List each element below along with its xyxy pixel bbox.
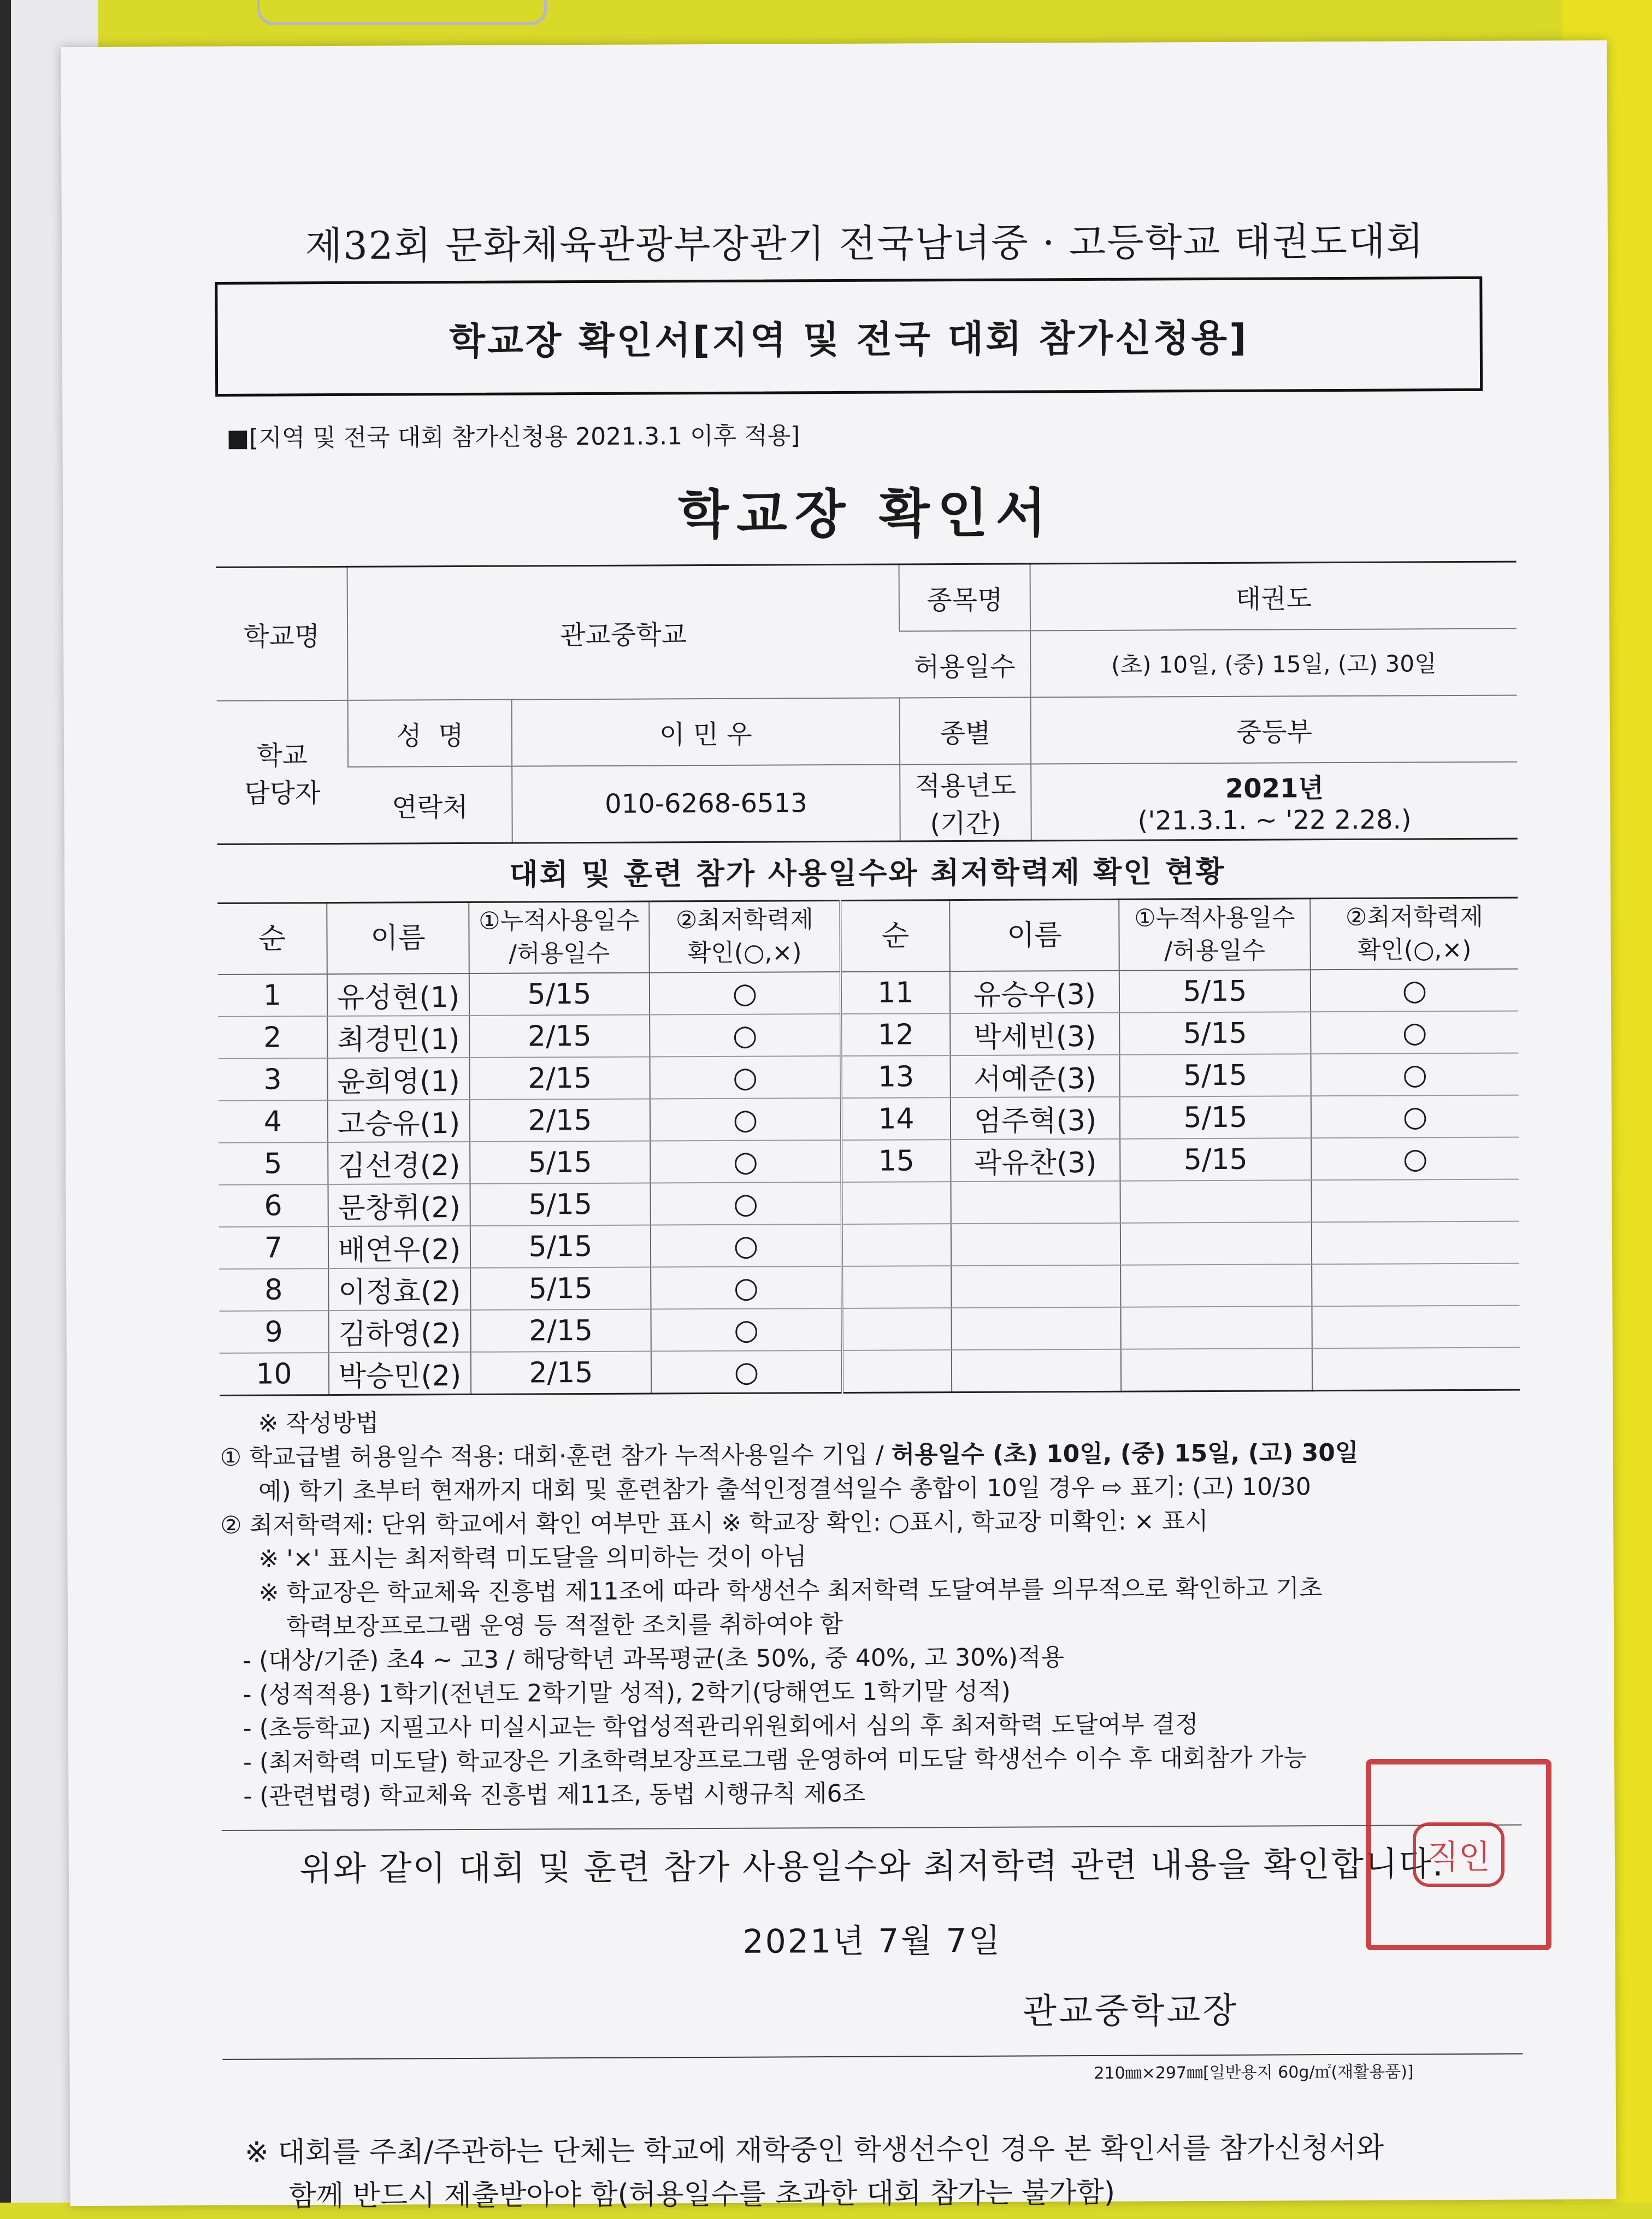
row-check: ○ — [651, 1350, 842, 1394]
empty-cell — [841, 1182, 951, 1224]
row-name: 배연우(2) — [328, 1226, 470, 1268]
footnote-line-2: 함께 반드시 제출받아야 함(허용일수를 초과한 대회 참가는 불가함) — [288, 2176, 1116, 2213]
row-check: ○ — [650, 1182, 841, 1225]
row-name: 최경민(1) — [327, 1016, 469, 1058]
empty-cell — [951, 1307, 1120, 1350]
paper-spec: 210㎜×297㎜[일반용지 60g/㎡(재활용품)] — [222, 2053, 1523, 2087]
row-check: ○ — [1311, 1011, 1518, 1054]
row-check: ○ — [650, 972, 841, 1015]
roster-table — [217, 897, 1520, 1396]
table-row — [218, 1011, 1518, 1059]
row-name: 윤희영(1) — [327, 1058, 469, 1100]
empty-cell — [1312, 1348, 1520, 1391]
empty-cell — [951, 1181, 1120, 1224]
roster-subtitle: 대회 및 훈련 참가 사용일수와 최저학력제 확인 현황 — [509, 854, 1226, 892]
school-value: 관교중학교 — [347, 564, 900, 700]
principal-signature: 관교중학교장 — [1022, 1990, 1239, 2032]
manager-label: 학교 담당자 — [217, 700, 349, 845]
header-no-right: 순 — [840, 900, 950, 972]
empty-cell — [951, 1265, 1120, 1308]
row-check: ○ — [650, 1140, 841, 1183]
row-check: ○ — [1311, 1053, 1518, 1096]
row-no: 11 — [841, 971, 950, 1014]
contact-value: 010-6268-6513 — [512, 765, 900, 843]
table-row — [219, 1179, 1519, 1227]
empty-cell — [1120, 1180, 1311, 1223]
paper-clip — [257, 0, 547, 25]
row-days: 5/15 — [1120, 1138, 1311, 1181]
row-days: 5/15 — [1119, 1012, 1311, 1055]
row-no: 13 — [841, 1055, 950, 1098]
empty-cell — [1311, 1179, 1519, 1223]
row-days: 5/15 — [470, 1183, 650, 1226]
row-no: 3 — [218, 1058, 327, 1101]
empty-cell — [1120, 1264, 1312, 1307]
category-value: 중등부 — [1031, 695, 1518, 764]
note-2b: ※ 학교장은 학교체육 진흥법 제11조에 따라 학생선수 최저학력 도달여부를 의무적으로 확인하고 기초 — [258, 1574, 1323, 1607]
row-name: 서예준(3) — [950, 1055, 1119, 1097]
note-2: ② 최저학력제: 단위 학교에서 확인 여부만 표시 ※ 학교장 확인: ○표시, 학교장 미확인: × 표시 — [220, 1507, 1208, 1539]
name-value: 이 민 우 — [512, 698, 900, 766]
table-row — [218, 969, 1518, 1017]
form-title: 학교장 확인서[지역 및 전국 대회 참가신청용] — [449, 316, 1249, 363]
note-1 — [220, 1436, 1520, 1475]
row-check: ○ — [651, 1266, 842, 1309]
detail-3: - (초등학교) 지필고사 미실시교는 학업성적관리위원회에서 심의 후 최저학력 도달여부 결정 — [243, 1710, 1199, 1743]
detail-5: - (관련법령) 학교체육 진흥법 제11조, 동법 시행규칙 제6조 — [243, 1779, 866, 1810]
instructions — [220, 1402, 1521, 1814]
row-check: ○ — [1311, 1137, 1519, 1181]
row-days: 2/15 — [471, 1352, 651, 1395]
row-check: ○ — [650, 1098, 841, 1141]
notes-heading: ※ 작성방법 — [258, 1409, 379, 1438]
row-name: 김하영(2) — [328, 1310, 470, 1353]
row-no: 6 — [219, 1184, 328, 1227]
category-label: 종별 — [900, 697, 1031, 764]
allowed-label: 허용일수 — [899, 630, 1031, 698]
official-seal — [1366, 1759, 1551, 1950]
note-1-example: 예) 학기 초부터 현재까지 대회 및 훈련참가 출석인정결석일수 총합이 10일 경우 ⇨ 표기: (고) 10/30 — [258, 1473, 1311, 1506]
row-name: 박승민(2) — [329, 1352, 471, 1395]
form-title-box — [215, 276, 1483, 397]
row-no: 1 — [218, 974, 327, 1017]
table-row — [219, 1221, 1519, 1269]
document-sheet — [214, 172, 1523, 2218]
header-check-right: ②최저학력제 확인(○,×) — [1310, 898, 1518, 970]
empty-cell — [1120, 1222, 1312, 1265]
confirm-statement: 위와 같이 대회 및 훈련 참가 사용일수와 최저학력 관련 내용을 확인합니다. — [222, 1825, 1522, 1891]
name-label: 성 명 — [348, 700, 512, 767]
row-days: 2/15 — [469, 1057, 650, 1100]
row-name: 문창휘(2) — [328, 1184, 470, 1226]
allowed-value: (초) 10일, (중) 15일, (고) 30일 — [1030, 629, 1517, 698]
event-value: 태권도 — [1030, 562, 1517, 630]
row-no: 15 — [841, 1140, 951, 1182]
note-2b-cont: 학력보장프로그램 운영 등 적절한 조치를 취하여야 함 — [286, 1610, 843, 1641]
row-no: 7 — [219, 1226, 328, 1269]
row-name: 박세빈(3) — [950, 1013, 1119, 1055]
row-no: 14 — [841, 1097, 951, 1140]
row-name: 이정효(2) — [328, 1268, 470, 1311]
row-days: 2/15 — [470, 1099, 650, 1142]
row-no: 4 — [219, 1100, 328, 1143]
header-check-left: ②최저학력제 확인(○,×) — [649, 900, 841, 972]
note-1-text: ① 학교급별 허용일수 적용: 대회·훈련 참가 누적사용일수 기입 / — [220, 1441, 892, 1472]
row-days: 5/15 — [1119, 970, 1311, 1013]
table-row — [220, 1348, 1520, 1396]
seal-text: 직인 — [1413, 1822, 1504, 1887]
year-value: 2021년 — [1225, 772, 1324, 804]
empty-cell — [1312, 1264, 1519, 1307]
empty-cell — [951, 1223, 1120, 1266]
note-1-bold: 허용일수 (초) 10일, (중) 15일, (고) 30일 — [891, 1438, 1359, 1469]
row-no: 9 — [219, 1311, 328, 1353]
row-check: ○ — [650, 1014, 841, 1057]
footnote — [223, 2126, 1524, 2218]
row-check: ○ — [651, 1308, 842, 1352]
row-name: 유승우(3) — [950, 971, 1119, 1013]
row-no: 8 — [219, 1268, 328, 1311]
row-days: 5/15 — [1120, 1096, 1311, 1139]
row-days: 5/15 — [470, 1267, 651, 1310]
detail-1: - (대상/기준) 초4 ~ 고3 / 해당학년 과목평균(초 50%, 중 40%, 고 30%)적용 — [243, 1643, 1065, 1675]
empty-cell — [1120, 1306, 1312, 1349]
row-no: 2 — [218, 1016, 327, 1059]
empty-cell — [842, 1224, 951, 1266]
row-no: 12 — [841, 1013, 950, 1056]
header-name-left: 이름 — [327, 902, 469, 974]
info-table — [216, 561, 1518, 845]
row-name: 김선경(2) — [328, 1142, 470, 1184]
table-row — [218, 1053, 1518, 1101]
empty-cell — [1312, 1221, 1519, 1265]
row-name: 곽유찬(3) — [951, 1139, 1120, 1182]
row-check: ○ — [1311, 969, 1518, 1012]
empty-cell — [1121, 1348, 1312, 1391]
row-days: 5/15 — [470, 1141, 650, 1184]
header-days-right: ①누적사용일수 /허용일수 — [1119, 899, 1311, 971]
main-title: 학교장 확인서 — [677, 482, 1054, 546]
empty-cell — [952, 1349, 1121, 1392]
header-no-left: 순 — [217, 903, 327, 975]
row-days: 5/15 — [470, 1225, 651, 1268]
year-label: 적용년도 (기간) — [900, 764, 1031, 841]
header-days-left: ①누적사용일수 /허용일수 — [469, 901, 650, 973]
year-cell — [1031, 762, 1518, 841]
table-row — [219, 1095, 1519, 1143]
row-check: ○ — [650, 1056, 841, 1099]
detail-2: - (성적적용) 1학기(전년도 2학기말 성적), 2학기(당해연도 1학기말 성적) — [243, 1677, 1011, 1709]
competition-title: 제32회 문화체육관광부장관기 전국남녀중 · 고등학교 태권도대회 — [305, 219, 1425, 269]
empty-cell — [842, 1266, 951, 1308]
event-label: 종목명 — [899, 564, 1031, 632]
row-days: 5/15 — [1119, 1054, 1311, 1097]
row-name: 엄주혁(3) — [951, 1097, 1120, 1140]
contact-label: 연락처 — [348, 766, 512, 844]
row-no: 5 — [219, 1142, 328, 1185]
row-no: 10 — [220, 1353, 329, 1395]
empty-cell — [842, 1350, 952, 1392]
empty-cell — [842, 1308, 951, 1350]
note-2a: ※ '×' 표시는 최저학력 미도달을 의미하는 것이 아님 — [258, 1543, 807, 1573]
row-check: ○ — [1311, 1095, 1519, 1138]
row-check: ○ — [651, 1224, 842, 1267]
table-row — [219, 1137, 1519, 1185]
confirm-date: 2021년 7월 7일 — [742, 1921, 1002, 1961]
row-days: 2/15 — [469, 1015, 650, 1058]
row-days: 2/15 — [470, 1309, 651, 1352]
school-label: 학교명 — [216, 566, 348, 701]
table-row — [219, 1264, 1519, 1311]
period-value: ('21.3.1. ~ '22 2.28.) — [1137, 804, 1412, 836]
footnote-line-1: ※ 대회를 주최/주관하는 단체는 학교에 재학중인 학생선수인 경우 본 확인서를 참가신청서와 — [245, 2131, 1384, 2169]
row-days: 5/15 — [469, 973, 650, 1016]
empty-cell — [1312, 1306, 1519, 1349]
row-name: 유성현(1) — [327, 973, 469, 1016]
apply-note: ■[지역 및 전국 대회 참가신청용 2021.3.1 이후 적용] — [226, 422, 800, 452]
detail-4: - (최저학력 미도달) 학교장은 기초학력보장프로그램 운영하여 미도달 학생선수 이수 후 대회참가 가능 — [243, 1744, 1307, 1777]
header-name-right: 이름 — [949, 899, 1119, 971]
table-row — [219, 1306, 1519, 1353]
row-name: 고승유(1) — [328, 1100, 470, 1142]
